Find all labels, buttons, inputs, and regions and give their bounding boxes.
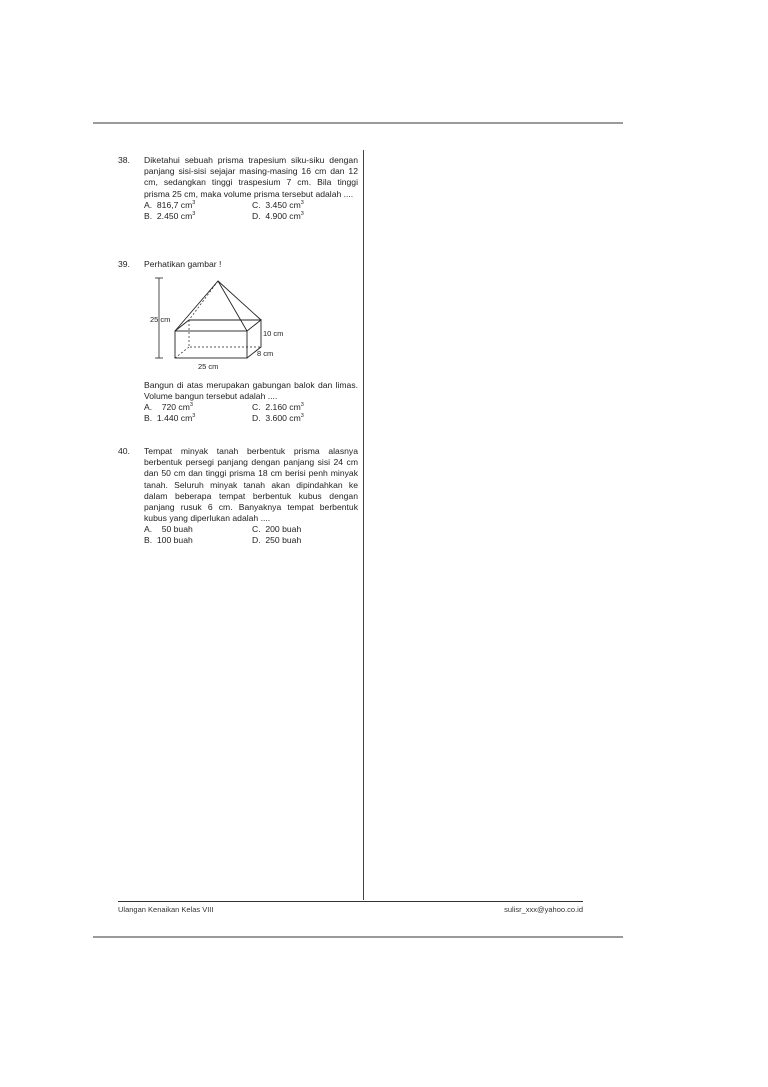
option-d: D. 3.600 $cm^3$ <box>252 413 304 424</box>
prism-pyramid-diagram <box>145 276 295 376</box>
option-a: A. 720 $cm^3$ <box>144 402 193 413</box>
option-c: C. 3.450 $cm^3$ <box>252 199 304 210</box>
option-c: C. 200 buah <box>252 524 302 535</box>
column-divider <box>363 150 364 900</box>
question-text: Perhatikan gambar ! <box>144 259 222 269</box>
footer-rule <box>118 901 583 902</box>
answer-options <box>144 402 358 425</box>
question-number: 38. <box>118 155 130 165</box>
footer-email: sulisr_xxx@yahoo.co.id <box>504 905 583 914</box>
box-front-face <box>175 331 247 358</box>
pyramid-front-edges <box>175 281 247 331</box>
depth-label: 8 cm <box>257 349 274 358</box>
option-b: B. 100 buah <box>144 535 193 546</box>
option-a: A. 816,7 $cm^3$ <box>144 199 196 210</box>
question-39-body <box>118 380 358 425</box>
pyramid-back-edge <box>218 281 261 320</box>
question-39 <box>118 259 358 270</box>
option-d: D. 250 buah <box>252 535 302 546</box>
box-top-face <box>175 320 261 331</box>
option-d: D. 4.900 $cm^3$ <box>252 210 304 221</box>
answer-options <box>144 524 358 547</box>
option-b: B. 2.450 $cm^3$ <box>144 210 196 221</box>
length-label: 25 cm <box>198 362 219 371</box>
box-height-label: 10 cm <box>263 329 284 338</box>
top-rule <box>93 122 623 124</box>
footer-title: Ulangan Kenaikan Kelas VIII <box>118 905 214 914</box>
question-number: 40. <box>118 446 130 456</box>
bottom-rule <box>93 936 623 938</box>
option-c: C. 2.160 $cm^3$ <box>252 402 304 413</box>
question-text: Diketahui sebuah prisma trapesium siku-siku dengan panjang sisi-sisi sejajar masing-masing 16 cm dan 12 cm, sedangkan tinggi traspesium 7 cm. Bila tinggi prisma 25 cm, maka volume prisma tersebut adalah .... <box>144 155 358 199</box>
question-text: Tempat minyak tanah berbentuk prisma alasnya berbentuk persegi panjang dengan panjang sisi 24 cm dan 50 cm dan tinggi prisma 18 cm berisi penh minyak tanah. Seluruh minyak tanah akan dipindahkan ke dalam beberapa tempat berbentuk kubus dengan panjang rusuk 6 cm. Banyaknya tempat berbentuk kubus yang diperlukan adalah .... <box>144 446 358 524</box>
question-number: 39. <box>118 259 130 269</box>
option-a: A. 50 buah <box>144 524 193 535</box>
question-40 <box>118 446 358 547</box>
answer-options <box>144 200 358 223</box>
question-text: Bangun di atas merupakan gabungan balok dan limas. Volume bangun tersebut adalah .... <box>144 380 358 402</box>
option-b: B. 1.440 $cm^3$ <box>144 413 196 424</box>
question-38 <box>118 155 358 223</box>
height-label: 25 cm <box>150 315 171 324</box>
hidden-edges <box>189 320 261 347</box>
